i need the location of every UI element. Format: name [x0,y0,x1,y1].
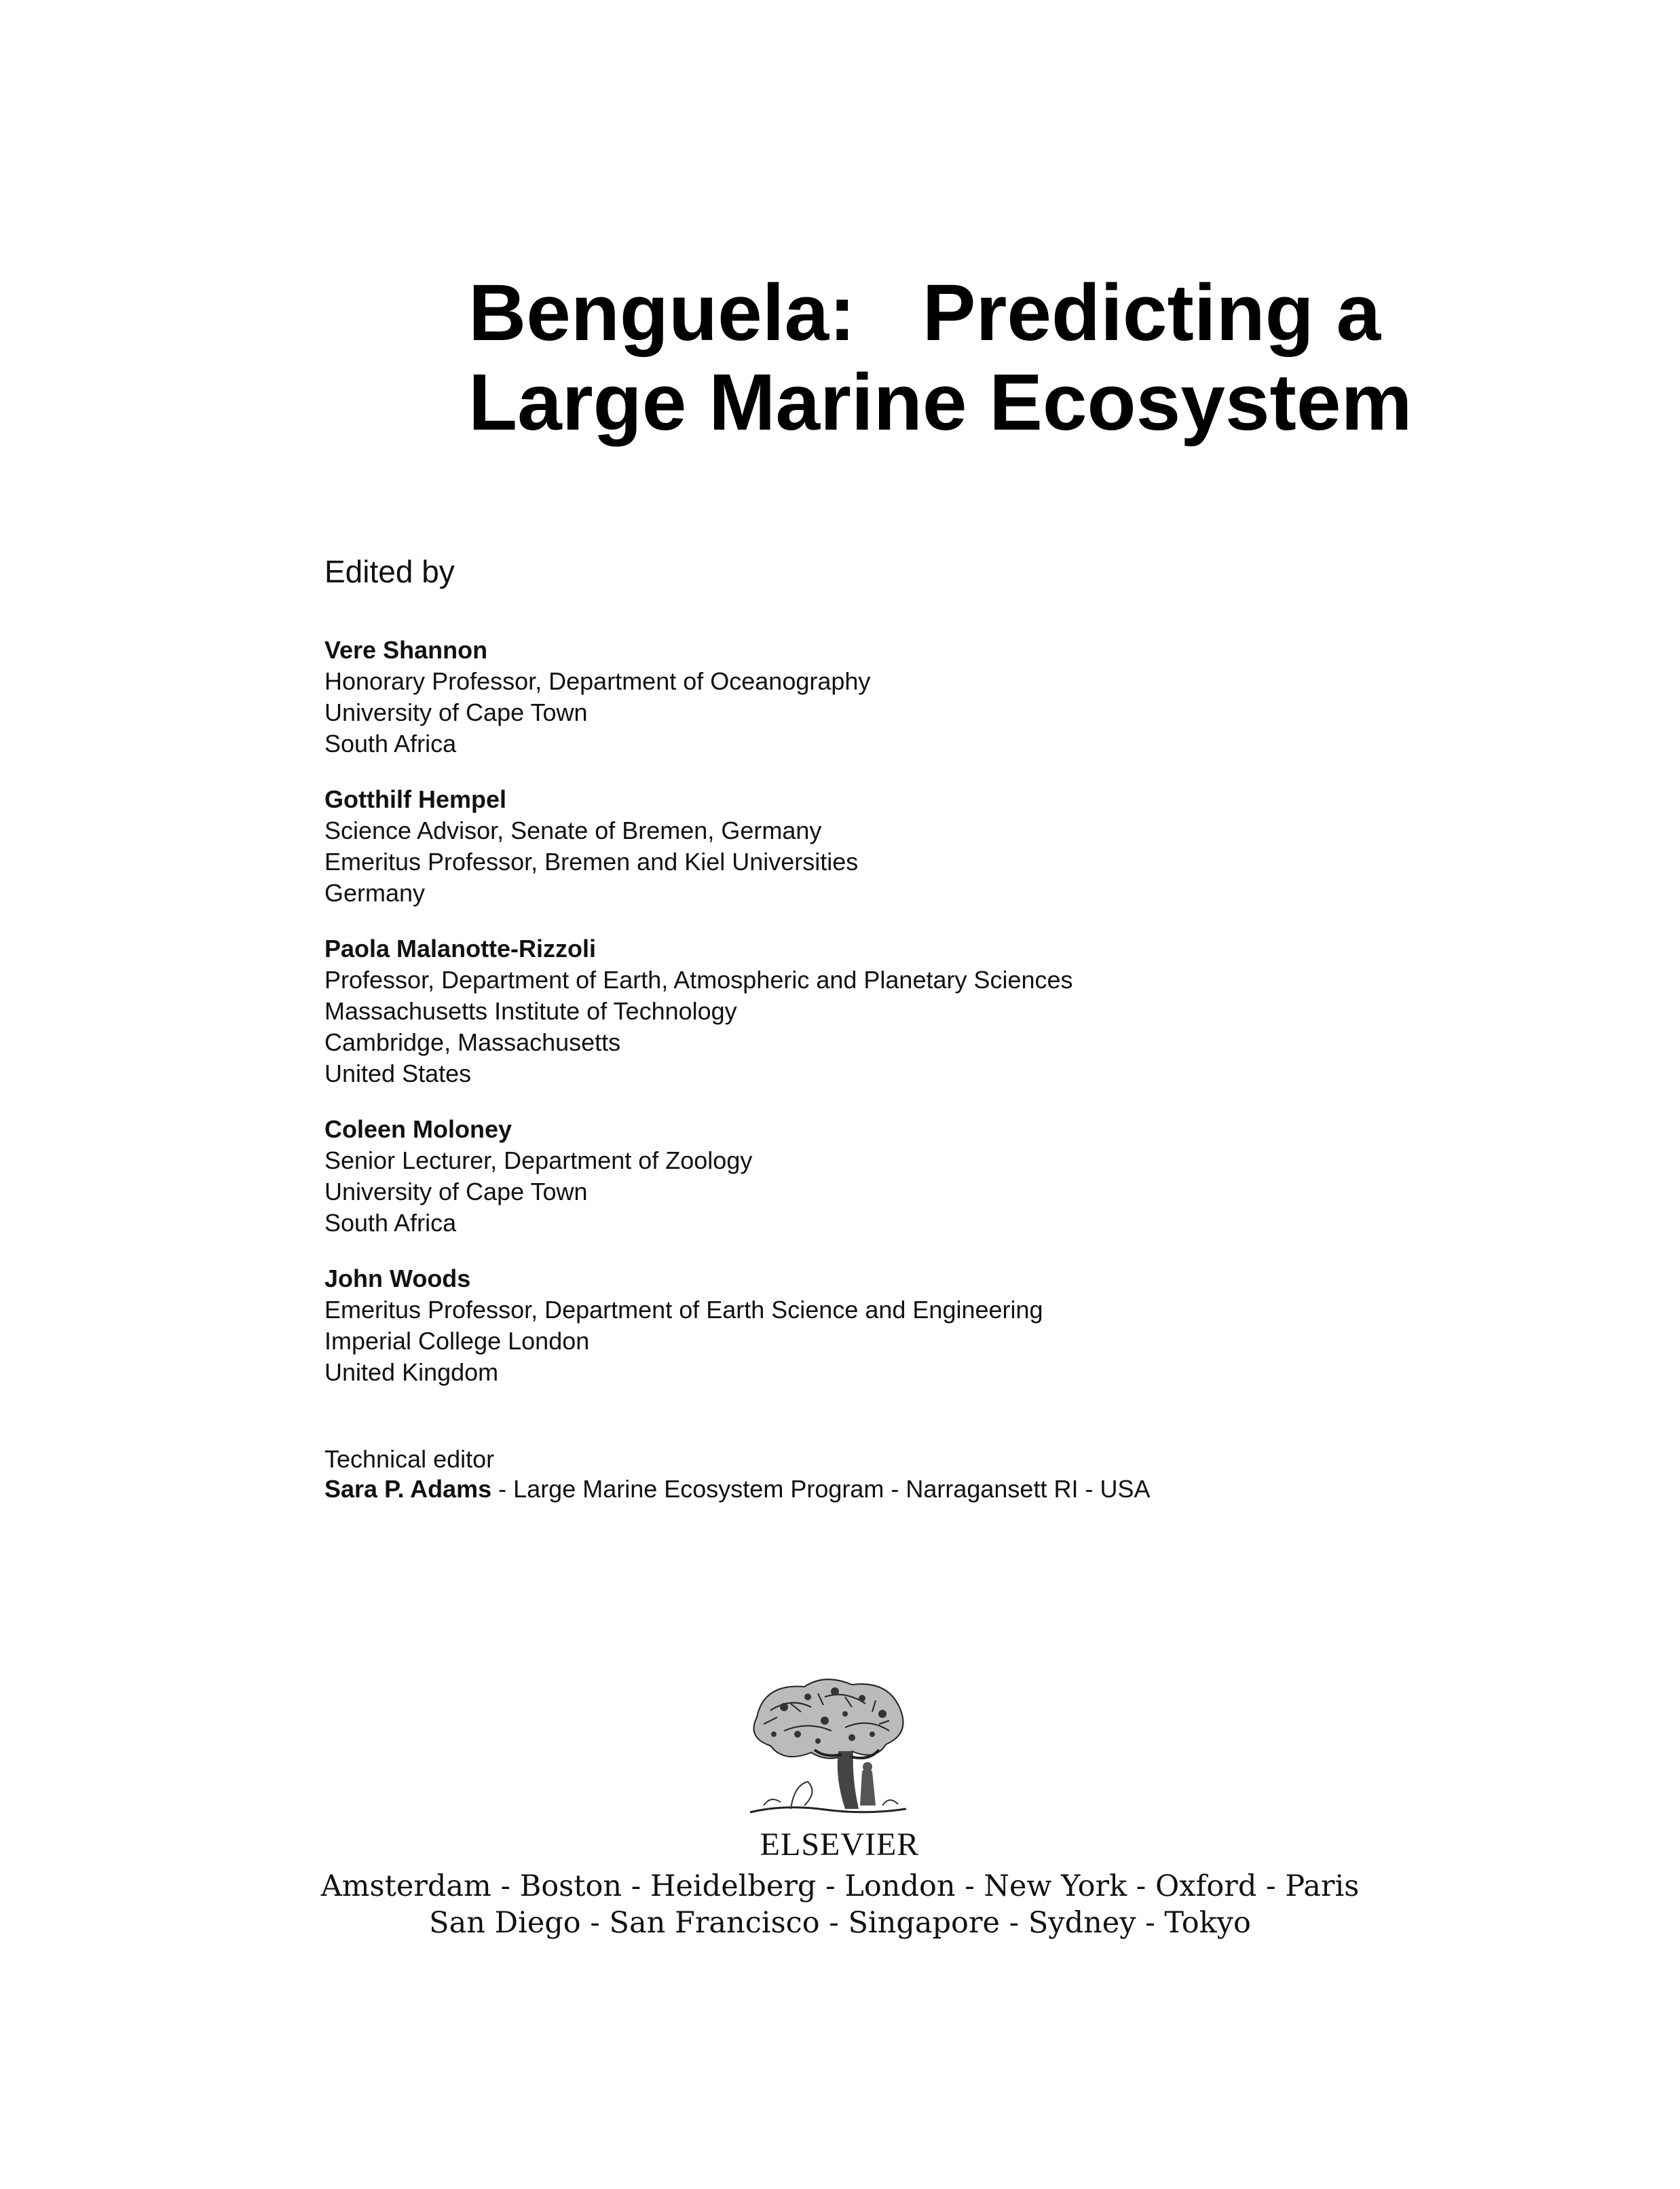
editor-affiliation-line: Professor, Department of Earth, Atmospheric and Planetary Sciences [324,966,1073,994]
editor-name: Paola Malanotte-Rizzoli [324,935,597,962]
editor-affiliation-line: University of Cape Town [324,1178,588,1205]
editor-affiliation-line: Honorary Professor, Department of Oceanography [324,667,871,695]
editor-entry [324,635,1546,760]
editor-affiliation-line: United Kingdom [324,1358,499,1386]
editor-affiliation-line: South Africa [324,1209,457,1237]
publisher-cities [0,1868,1680,1941]
editor-affiliation-line: Emeritus Professor, Bremen and Kiel Universities [324,848,859,876]
technical-editor-affiliation: - Large Marine Ecosystem Program - Narragansett RI - USA [491,1475,1151,1503]
elsevier-tree-logo-icon [743,1670,913,1826]
technical-editor-name: Sara P. Adams [324,1475,492,1503]
editor-affiliation-line: Cambridge, Massachusetts [324,1028,621,1056]
editor-entry [324,933,1546,1089]
cities-line-2: San Diego - San Francisco - Singapore - Sydney - Tokyo [429,1906,1251,1940]
book-title [468,268,1413,447]
editor-entry [324,1263,1546,1388]
editor-name: Vere Shannon [324,636,488,664]
editor-entry [324,784,1546,909]
editor-affiliation-line: Germany [324,879,426,907]
editor-affiliation-line: University of Cape Town [324,698,588,726]
edited-by-label: Edited by [324,554,455,589]
editor-name: Coleen Moloney [324,1115,512,1143]
editor-entry [324,1114,1546,1239]
editor-affiliation-line: Emeritus Professor, Department of Earth Science and Engineering [324,1296,1043,1324]
technical-editor-label: Technical editor [324,1445,495,1473]
editor-name: Gotthilf Hempel [324,785,506,813]
editor-affiliation-line: United States [324,1060,472,1087]
editor-affiliation-line: Science Advisor, Senate of Bremen, Germany [324,817,822,844]
editor-affiliation-line: Imperial College London [324,1327,590,1355]
editor-affiliation-line: South Africa [324,730,457,757]
editors-list [324,635,1546,1412]
editor-name: John Woods [324,1265,471,1292]
technical-editor [324,1444,1150,1504]
publisher-name: ELSEVIER [760,1827,920,1863]
book-title-line-2: Large Marine Ecosystem [468,358,1413,447]
book-title-line-1: Benguela: Predicting a [468,268,1381,358]
editor-affiliation-line: Massachusetts Institute of Technology [324,997,737,1025]
editor-affiliation-line: Senior Lecturer, Department of Zoology [324,1146,753,1174]
cities-line-1: Amsterdam - Boston - Heidelberg - London - New York - Oxford - Paris [320,1869,1360,1903]
